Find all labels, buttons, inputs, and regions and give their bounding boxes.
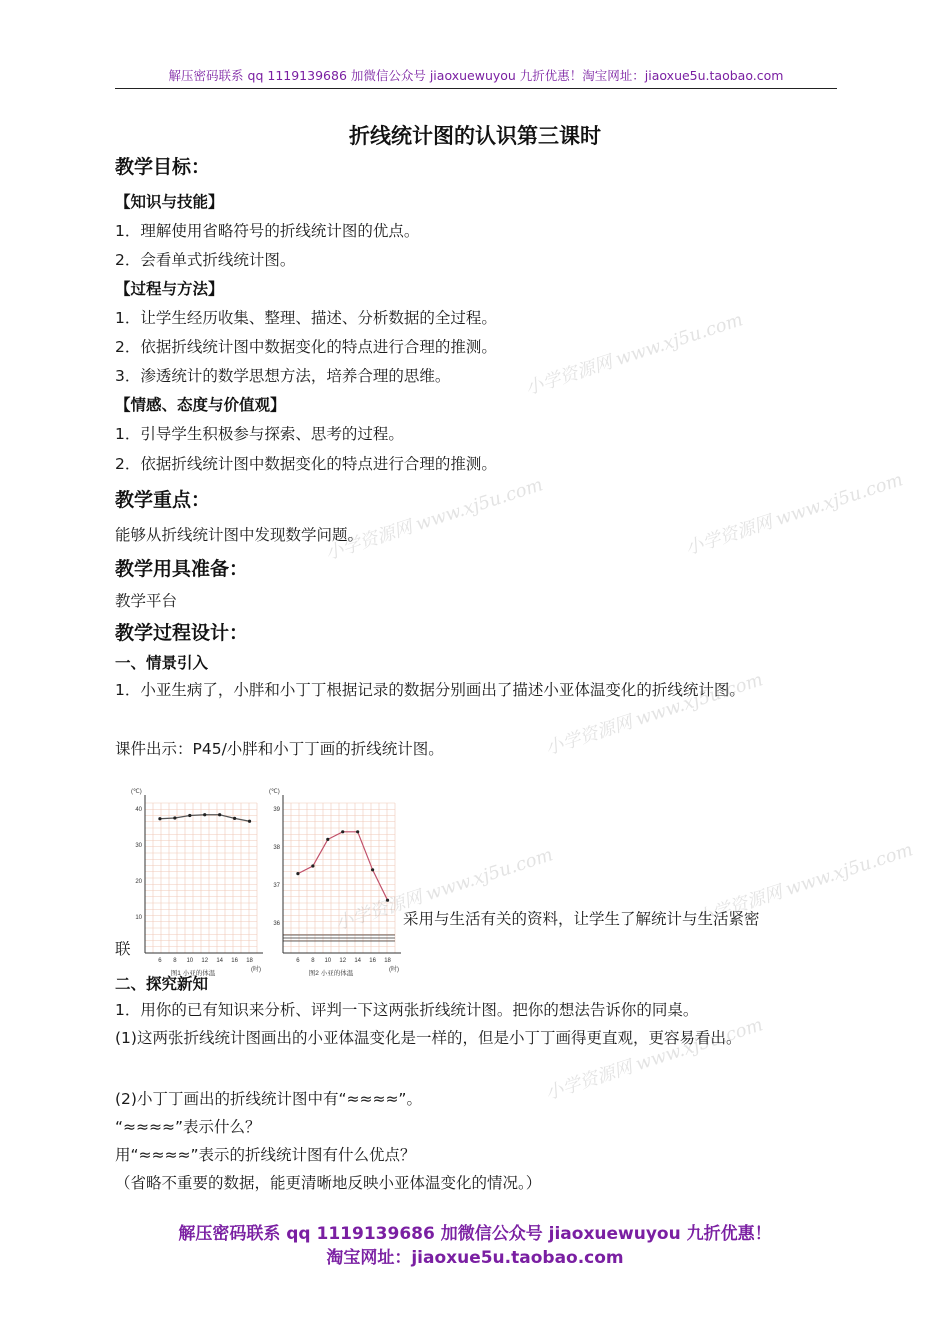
process-item-3: 3．渗透统计的数学思想方法，培养合理的思维。 bbox=[115, 367, 451, 385]
watermark-text: www.xj5u.com bbox=[613, 309, 746, 371]
y-unit-label: (℃) bbox=[131, 789, 142, 795]
footer-line-1: 解压密码联系 qq 1119139686 加微信公众号 jiaoxuewuyou 九折优惠！ bbox=[178, 1224, 772, 1244]
knowledge-item-2: 2．会看单式折线统计图。 bbox=[115, 251, 296, 269]
x-tick-label: 12 bbox=[201, 958, 209, 964]
x-unit-label: (时) bbox=[389, 967, 399, 973]
watermark-text: www.xj5u.com bbox=[423, 844, 556, 906]
y-unit-label: (℃) bbox=[269, 789, 280, 795]
x-tick-label: 10 bbox=[324, 958, 332, 964]
y-tick-label: 36 bbox=[273, 921, 280, 927]
temperature-charts bbox=[125, 783, 401, 976]
data-point bbox=[296, 872, 299, 875]
section2-paragraph-1: 1．用你的已有知识来分析、评判一下这两张折线统计图。把你的想法告诉你的同桌。 bbox=[115, 1001, 699, 1019]
x-tick-label: 16 bbox=[369, 958, 376, 964]
y-tick-label: 39 bbox=[273, 807, 280, 813]
y-tick-label: 38 bbox=[273, 845, 280, 851]
data-point bbox=[173, 816, 176, 819]
knowledge-heading: 【知识与技能】 bbox=[115, 193, 224, 211]
page-header: 解压密码联系 qq 1119139686 加微信公众号 jiaoxuewuyou 九折优惠！淘宝网址：jiaoxue5u.taobao.com bbox=[115, 66, 837, 89]
section2-paragraph-4: “≈≈≈≈”表示什么？ bbox=[115, 1118, 261, 1136]
data-point bbox=[248, 820, 251, 823]
x-tick-label: 6 bbox=[296, 958, 300, 964]
data-point bbox=[356, 830, 359, 833]
chart-xiaodingding bbox=[269, 789, 401, 976]
watermark-text: www.xj5u.com bbox=[783, 839, 916, 901]
tools-heading: 教学用具准备： bbox=[115, 558, 249, 580]
chart-xiaopang bbox=[131, 789, 263, 976]
y-tick-label: 30 bbox=[135, 843, 142, 849]
key-points-heading: 教学重点： bbox=[115, 489, 211, 511]
watermark-brand: 小学资源网 bbox=[542, 1056, 635, 1105]
y-tick-label: 40 bbox=[135, 807, 142, 813]
y-tick-label: 20 bbox=[135, 879, 142, 885]
watermark-brand: 小学资源网 bbox=[542, 711, 635, 760]
watermark-brand: 小学资源网 bbox=[522, 351, 615, 400]
watermark-brand: 小学资源网 bbox=[692, 881, 785, 930]
section1-side-text: 采用与生活有关的资料，让学生了解统计与生活紧密 bbox=[403, 910, 760, 928]
x-tick-label: 6 bbox=[158, 958, 162, 964]
chart-caption: 图2 小亚的体温 bbox=[308, 970, 354, 976]
watermark-logo bbox=[682, 466, 906, 561]
knowledge-item-1: 1．理解使用省略符号的折线统计图的优点。 bbox=[115, 222, 420, 240]
x-tick-label: 8 bbox=[173, 958, 177, 964]
y-tick-label: 10 bbox=[135, 915, 142, 921]
data-point bbox=[233, 817, 236, 820]
watermark-logo bbox=[322, 471, 546, 566]
chart-caption: 图1 小亚的体温 bbox=[170, 970, 216, 976]
data-point bbox=[158, 817, 161, 820]
objectives-heading: 教学目标： bbox=[115, 156, 211, 178]
x-tick-label: 8 bbox=[311, 958, 315, 964]
section2-paragraph-2: (1)这两张折线统计图画出的小亚体温变化是一样的，但是小丁丁画得更直观，更容易看出。 bbox=[115, 1029, 742, 1047]
x-tick-label: 14 bbox=[216, 958, 224, 964]
x-tick-label: 14 bbox=[354, 958, 362, 964]
watermark-text: www.xj5u.com bbox=[413, 474, 546, 536]
data-point bbox=[203, 813, 206, 816]
data-point bbox=[218, 813, 221, 816]
key-points-text: 能够从折线统计图中发现数学问题。 bbox=[115, 526, 364, 544]
data-point bbox=[386, 899, 389, 902]
page-title: 折线统计图的认识第三课时 bbox=[349, 124, 601, 148]
x-tick-label: 12 bbox=[339, 958, 347, 964]
x-unit-label: (时) bbox=[251, 967, 261, 973]
y-tick-label: 37 bbox=[273, 883, 280, 889]
tools-text: 教学平台 bbox=[115, 592, 178, 610]
watermark-text: www.xj5u.com bbox=[633, 1014, 766, 1076]
x-tick-label: 18 bbox=[384, 958, 391, 964]
emotion-heading: 【情感、态度与价值观】 bbox=[115, 396, 286, 414]
data-point bbox=[326, 838, 329, 841]
x-tick-label: 18 bbox=[246, 958, 253, 964]
section2-paragraph-5: 用“≈≈≈≈”表示的折线统计图有什么优点？ bbox=[115, 1146, 416, 1164]
section2-heading: 二、探究新知 bbox=[115, 975, 209, 993]
x-tick-label: 10 bbox=[186, 958, 194, 964]
watermark-text: www.xj5u.com bbox=[773, 469, 906, 531]
section1-paragraph-1: 1．小亚生病了，小胖和小丁丁根据记录的数据分别画出了描述小亚体温变化的折线统计图。 bbox=[115, 681, 745, 699]
watermark-brand: 小学资源网 bbox=[682, 511, 775, 560]
process-item-2: 2．依据折线统计图中数据变化的特点进行合理的推测。 bbox=[115, 338, 497, 356]
section1-side-text-cont: 联 bbox=[115, 940, 131, 958]
watermark-text: www.xj5u.com bbox=[633, 669, 766, 731]
section2-paragraph-6: （省略不重要的数据，能更清晰地反映小亚体温变化的情况。） bbox=[115, 1174, 542, 1192]
process-item-1: 1．让学生经历收集、整理、描述、分析数据的全过程。 bbox=[115, 309, 497, 327]
design-heading: 教学过程设计： bbox=[115, 622, 249, 644]
process-heading: 【过程与方法】 bbox=[115, 280, 224, 298]
x-tick-label: 16 bbox=[231, 958, 238, 964]
emotion-item-2: 2．依据折线统计图中数据变化的特点进行合理的推测。 bbox=[115, 455, 497, 473]
emotion-item-1: 1．引导学生积极参与探索、思考的过程。 bbox=[115, 425, 404, 443]
data-point bbox=[341, 830, 344, 833]
data-point bbox=[188, 814, 191, 817]
watermark-brand: 小学资源网 bbox=[322, 516, 415, 565]
section2-paragraph-3: (2)小丁丁画出的折线统计图中有“≈≈≈≈”。 bbox=[115, 1090, 422, 1108]
section1-paragraph-2: 课件出示：P45/小胖和小丁丁画的折线统计图。 bbox=[115, 740, 444, 758]
watermark-logo bbox=[522, 306, 746, 401]
section1-heading: 一、情景引入 bbox=[115, 654, 209, 672]
data-point bbox=[311, 864, 314, 867]
footer-line-2: 淘宝网址：jiaoxue5u.taobao.com bbox=[326, 1248, 624, 1268]
data-point bbox=[371, 868, 374, 871]
